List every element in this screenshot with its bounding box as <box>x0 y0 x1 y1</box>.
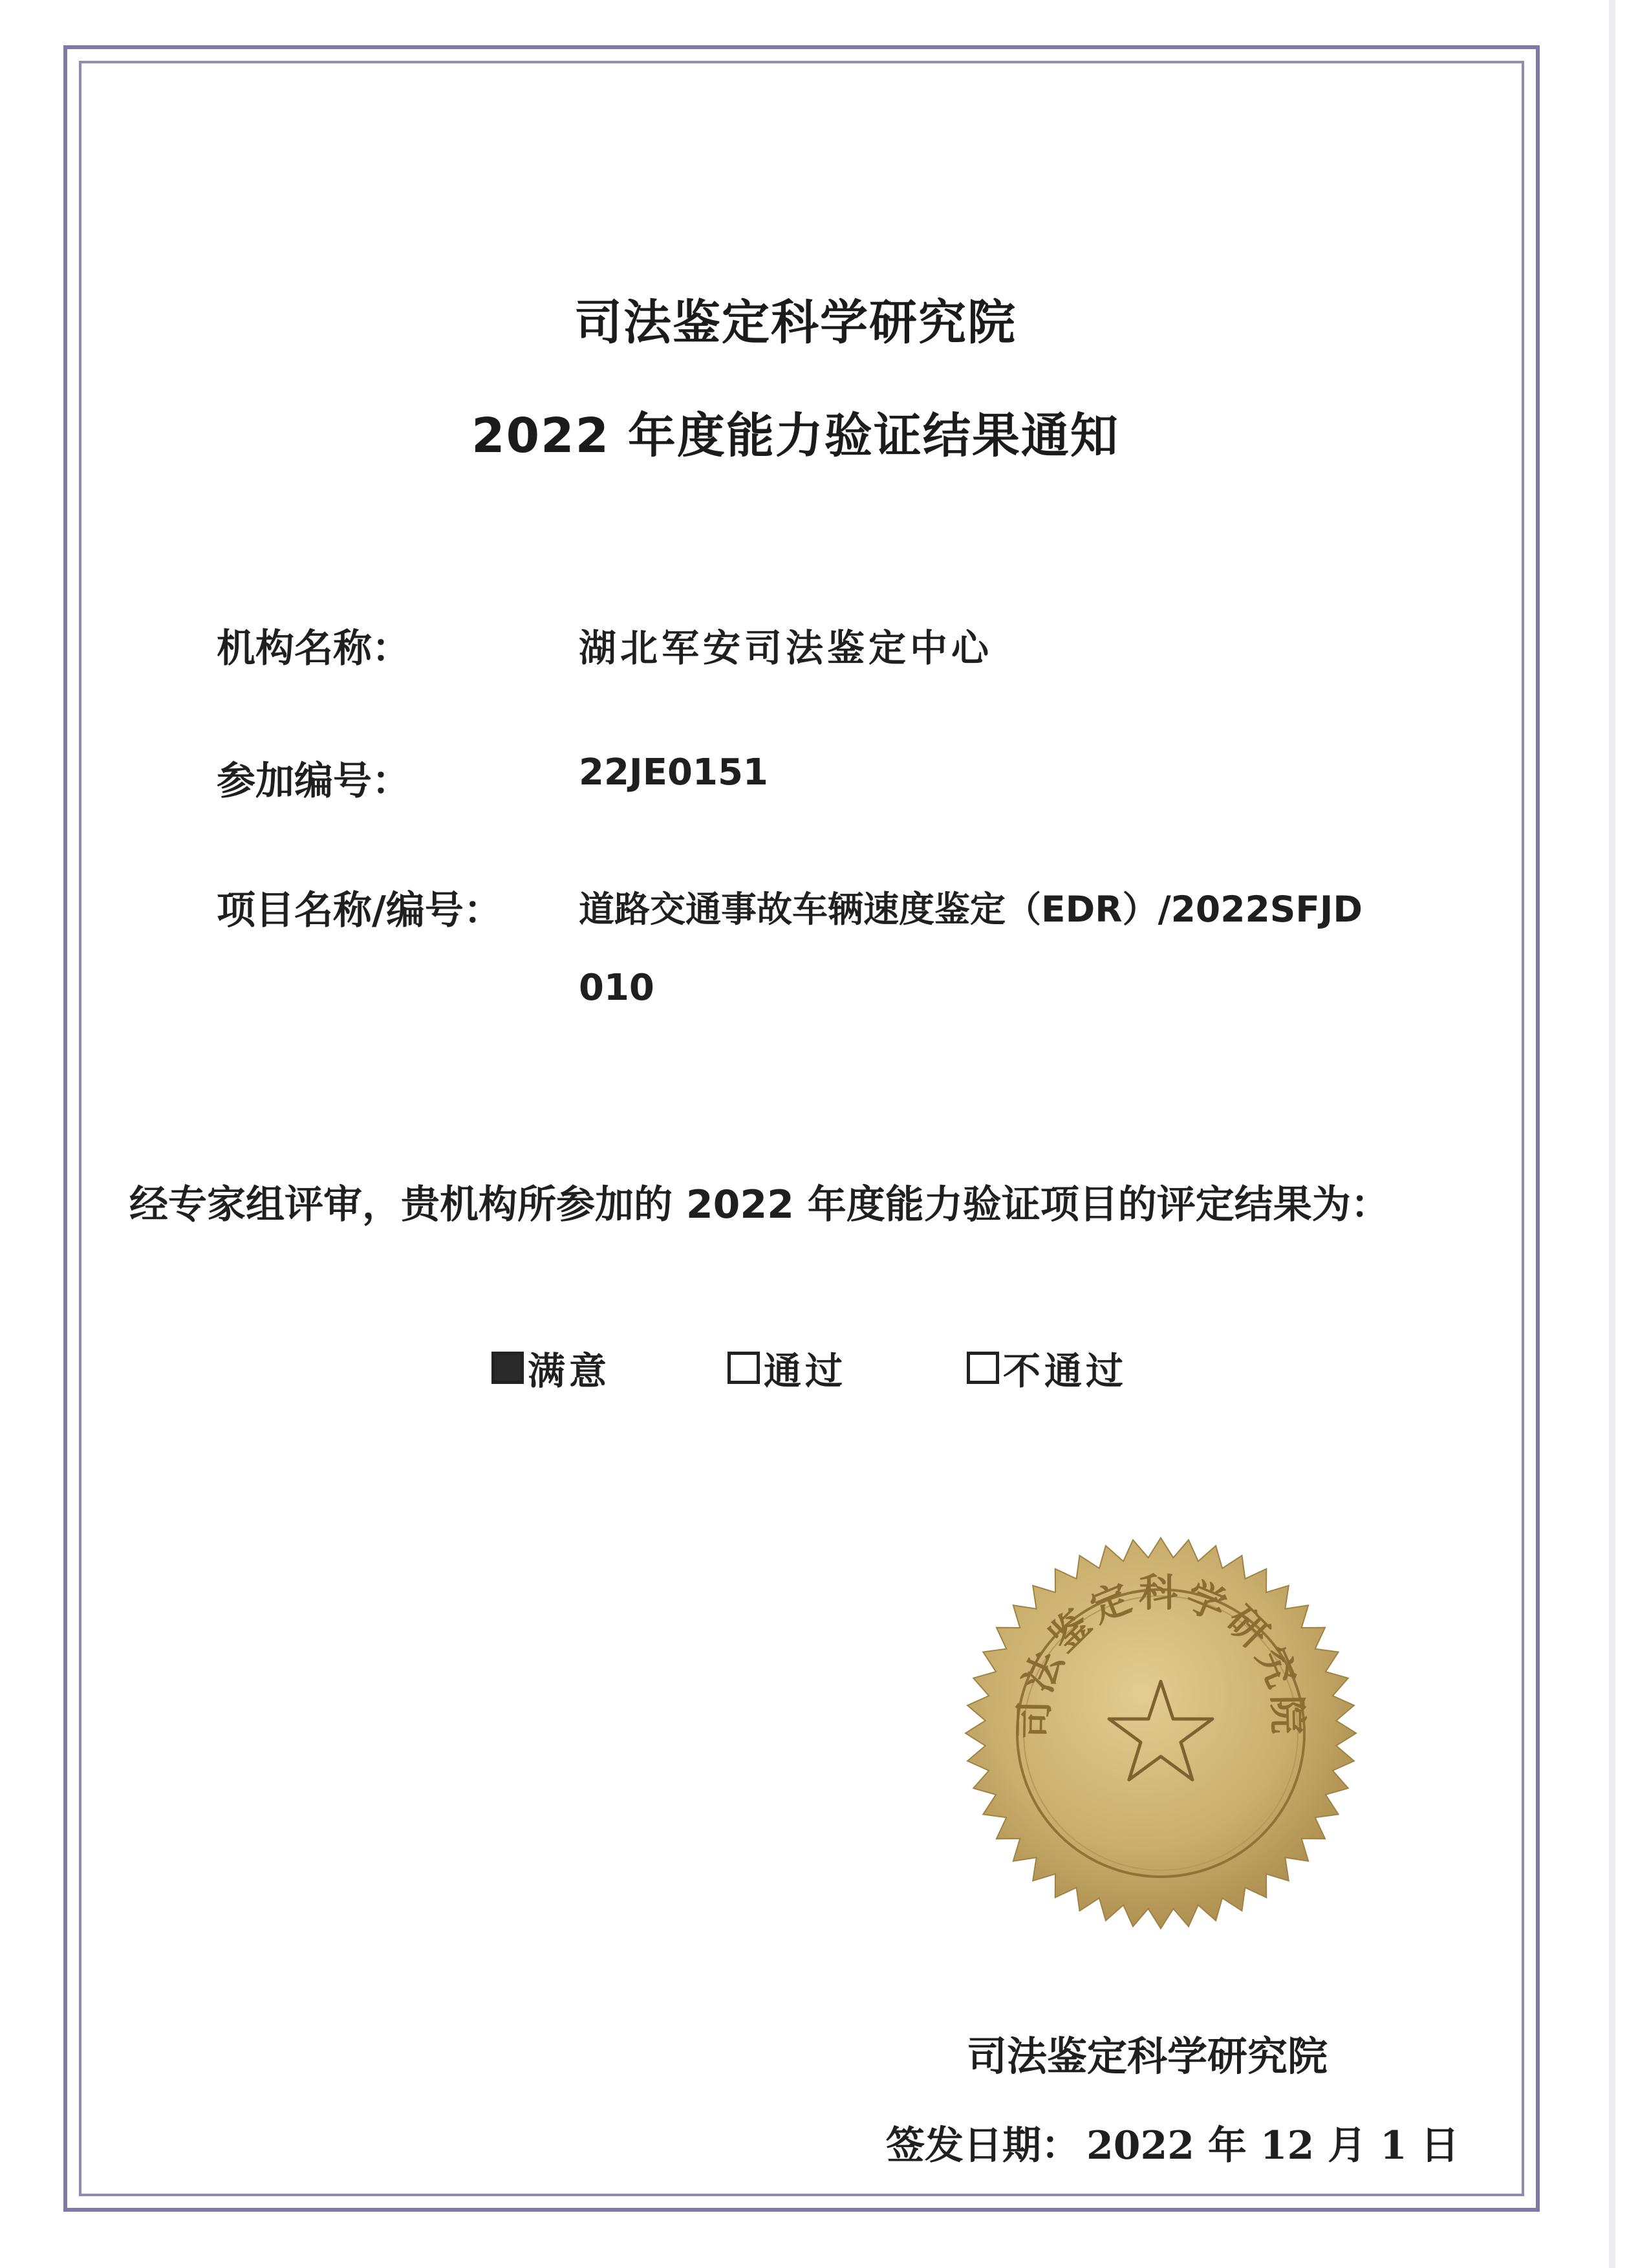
result-option-fail <box>967 1342 1127 1394</box>
institution-label: 机构名称： <box>217 626 411 671</box>
participant-number-value: 22JE0151 <box>579 751 768 794</box>
evaluation-statement: 经专家组评审，贵机构所参加的 2022 年度能力验证项目的评定结果为： <box>129 1182 1390 1227</box>
result-option-label: 通过 <box>764 1349 847 1393</box>
document-title-notice: 2022 年度能力验证结果通知 <box>471 408 1119 464</box>
issue-date-value: 2022 年 12 月 1 日 <box>1086 2123 1460 2168</box>
result-option-satisfactory <box>491 1342 610 1394</box>
unchecked-box-icon <box>727 1352 760 1384</box>
result-option-pass <box>727 1342 846 1394</box>
issue-date <box>886 2115 1466 2170</box>
issuer-name: 司法鉴定科学研究院 <box>967 2033 1328 2080</box>
unchecked-box-icon <box>967 1352 999 1384</box>
svg-text:司法鉴定科学研究院: 司法鉴定科学研究院 <box>1011 1570 1310 1740</box>
participant-number-label: 参加编号： <box>217 759 411 804</box>
project-label: 项目名称/编号： <box>217 888 502 933</box>
scan-edge <box>1609 0 1615 2268</box>
result-option-label: 满意 <box>528 1349 611 1393</box>
project-value-line1: 道路交通事故车辆速度鉴定（EDR）/2022SFJD <box>579 889 1363 930</box>
gold-seal-icon <box>960 1533 1361 1934</box>
institution-value: 湖北军安司法鉴定中心 <box>579 626 993 670</box>
checked-box-icon <box>491 1352 524 1384</box>
document-title-institute: 司法鉴定科学研究院 <box>574 295 1017 351</box>
result-option-label: 不通过 <box>1003 1349 1128 1393</box>
issue-date-label: 签发日期： <box>886 2123 1080 2168</box>
project-value-line2: 010 <box>579 967 654 1009</box>
